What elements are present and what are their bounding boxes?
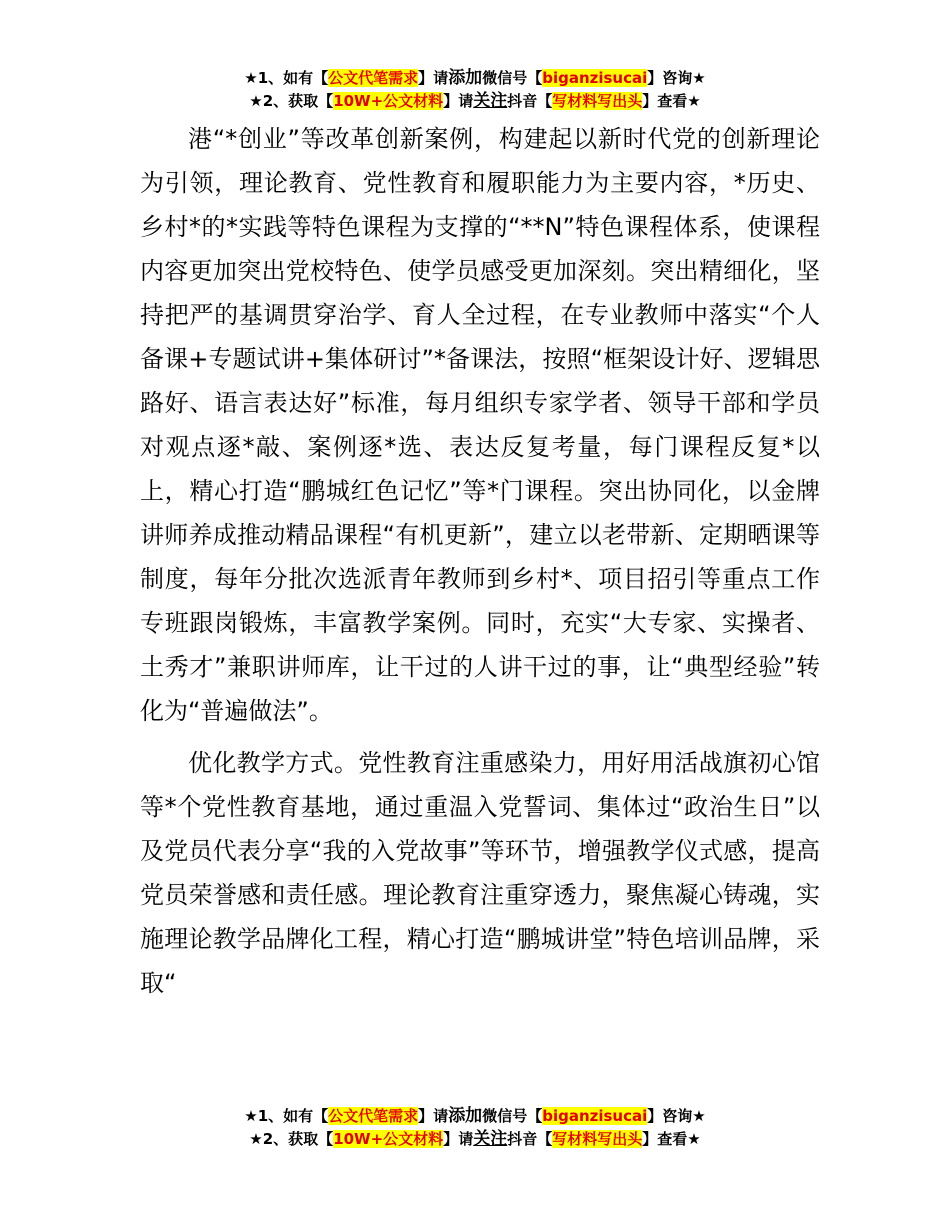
banner-text: 关注 bbox=[473, 91, 508, 111]
banner-text: 】查看★ bbox=[642, 92, 701, 110]
footer-banner bbox=[0, 1105, 950, 1151]
banner-text: 】查看★ bbox=[642, 1130, 701, 1148]
banner-text: 】请 bbox=[418, 1107, 449, 1125]
banner-text: 添加 bbox=[448, 1106, 483, 1126]
highlight-writing-service: 公文代笔需求 bbox=[328, 69, 419, 87]
banner-text: 微信号【 bbox=[482, 69, 543, 87]
banner-text: 】请 bbox=[443, 92, 474, 110]
banner-text: 抖音【 bbox=[507, 92, 553, 110]
banner-text: ★2、获取【 bbox=[249, 1130, 334, 1148]
banner-text: 】请 bbox=[418, 69, 449, 87]
highlight-materials: 10W+公文材料 bbox=[333, 1130, 444, 1148]
header-banner bbox=[0, 67, 950, 113]
document-body bbox=[140, 117, 820, 1005]
banner-text: 】咨询★ bbox=[647, 1107, 706, 1125]
banner-text: 】请 bbox=[443, 1130, 474, 1148]
banner-line-1 bbox=[0, 67, 950, 90]
highlight-materials: 10W+公文材料 bbox=[333, 92, 444, 110]
banner-text: ★2、获取【 bbox=[249, 92, 334, 110]
highlight-wechat-id: biganzisucai bbox=[542, 1107, 648, 1125]
banner-text: ★1、如有【 bbox=[244, 69, 329, 87]
highlight-writing-service: 公文代笔需求 bbox=[328, 1107, 419, 1125]
banner-line-1 bbox=[0, 1105, 950, 1128]
banner-text: 】咨询★ bbox=[647, 69, 706, 87]
highlight-douyin-account: 写材料写出头 bbox=[552, 92, 643, 110]
banner-line-2 bbox=[0, 90, 950, 113]
banner-text: 添加 bbox=[448, 68, 483, 88]
banner-text: 关注 bbox=[473, 1129, 508, 1149]
paragraph: 港“*创业”等改革创新案例，构建起以新时代党的创新理论为引领，理论教育、党性教育和履职能力为主要内容，*历史、乡村*的*实践等特色课程为支撑的“**N”特色课程体系，使课程内容更加突出党校特色、使学员感受更加深刻。突出精细化，坚持把严的基调贯穿治学、育人全过程，在专业教师中落实“个人备课+专题试讲+集体研讨”*备课法，按照“框架设计好、逻辑思路好、语言表达好”标准，每月组织专家学者、领导干部和学员对观点逐*敲、案例逐*选、表达反复考量，每门课程反复*以上，精心打造“鹏城红色记忆”等*门课程。突出协同化，以金牌讲师养成推动精品课程“有机更新”，建立以老带新、定期晒课等制度，每年分批次选派青年教师到乡村*、项目招引等重点工作专班跟岗锻炼，丰富教学案例。同时，充实“大专家、实操者、土秀才”兼职讲师库，让干过的人讲干过的事，让“典型经验”转化为“普遍做法”。 bbox=[140, 125, 820, 725]
banner-line-2 bbox=[0, 1128, 950, 1151]
highlight-wechat-id: biganzisucai bbox=[542, 69, 648, 87]
banner-text: ★1、如有【 bbox=[244, 1107, 329, 1125]
banner-text: 抖音【 bbox=[507, 1130, 553, 1148]
paragraph: 优化教学方式。党性教育注重感染力，用好用活战旗初心馆等*个党性教育基地，通过重温入党誓词、集体过“政治生日”以及党员代表分享“我的入党故事”等环节，增强教学仪式感，提高党员荣誉感和责任感。理论教育注重穿透力，聚焦凝心铸魂，实施理论教学品牌化工程，精心打造“鹏城讲堂”特色培训品牌，采取“ bbox=[140, 749, 820, 997]
banner-text: 微信号【 bbox=[482, 1107, 543, 1125]
highlight-douyin-account: 写材料写出头 bbox=[552, 1130, 643, 1148]
